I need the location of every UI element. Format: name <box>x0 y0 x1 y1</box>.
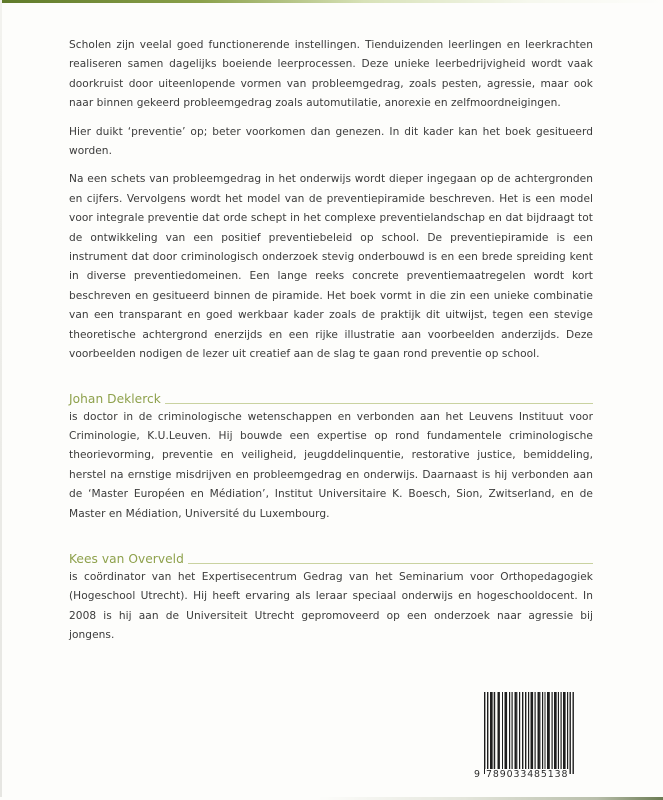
blurb-paragraph-3: Na een schets van probleemgedrag in het onderwijs wordt dieper ingegaan op de achtergronden en cijfers. Vervolgens wordt het model van de preventiepiramide beschreven. Het is een model voor integrale preventie dat orde schept in het complexe preventielandschap en dat bijdraagt tot de ontwikkeling van een positief preventiebeleid op school. De preventiepiramide is een instrument dat door criminologisch onderzoek stevig onderbouwd is en een brede spreiding kent in diverse preventiedomeinen. Een lange reeks concrete preventiemaatregelen wordt kort beschreven en gesitueerd binnen de piramide. Het boek vormt in die zin een unieke combinatie van een transparant en goed werkbaar kader zoals de praktijk dit uitwijst, tegen een stevige theoretische achtergrond enerzijds en een rijke illustratie aan voorbeelden anderzijds. Deze voorbeelden nodigen de lezer uit creatief aan de slag te gaan rond preventie op school. <box>69 173 593 361</box>
isbn-digits: 789033485138 <box>486 769 569 780</box>
blurb-paragraph-1: Scholen zijn veelal goed functionerende instellingen. Tienduizenden leerlingen en leerkrachten realiseren samen dagelijks boeiende leerprocessen. Deze unieke leerbedrijvigheid wordt vaak doorkruist door uiteenlopende vormen van probleemgedrag, zoals pesten, agressie, maar ook naar binnen gekeerd probleemgedrag zoals automutilatie, anorexie en zelfmoordneigingen. <box>69 39 593 110</box>
isbn-barcode <box>472 692 584 784</box>
author-divider-rule <box>188 563 593 564</box>
author-heading-2 <box>69 548 593 568</box>
isbn-number <box>472 769 584 781</box>
author-bio: is coördinator van het Expertisecentrum Gedrag van het Seminarium voor Orthopedagogiek (Hogeschool Utrecht). Hij heeft ervaring als leraar speciaal onderwijs en hogeschooldocent. In 2008 is hij aan de Universiteit Utrecht gepromoveerd op een onderzoek naar agressie bij jongens. <box>69 570 593 642</box>
back-cover-text <box>69 36 593 670</box>
ean13-barcode-icon <box>472 692 584 774</box>
author-name: Kees van Overveld <box>69 551 184 566</box>
author-divider-rule <box>165 403 593 404</box>
isbn-lead-digit: 9 <box>474 769 481 780</box>
page-left-edge <box>0 0 2 800</box>
author-heading-1 <box>69 388 593 408</box>
top-green-band <box>0 0 663 3</box>
blurb-paragraph-2: Hier duikt ‘preventie’ op; beter voorkomen dan genezen. In dit kader kan het boek gesitueerd worden. <box>69 125 593 158</box>
author-name: Johan Deklerck <box>69 391 161 406</box>
author-bio: is doctor in de criminologische wetenschappen en verbonden aan het Leuvens Instituut voor Criminologie, K.U.Leuven. Hij bouwde een expertise op rond fundamentele criminologische theorievorming, preventie en veiligheid, jeugddelinquentie, restorative justice, bemiddeling, herstel na ernstige misdrijven en probleemgedrag en onderwijs. Daarnaast is hij verbonden aan de ‘Master Européen en Médiation’, Institut Universitaire K. Boesch, Sion, Zwitserland, en de Master en Médiation, Université du Luxembourg. <box>69 410 593 520</box>
